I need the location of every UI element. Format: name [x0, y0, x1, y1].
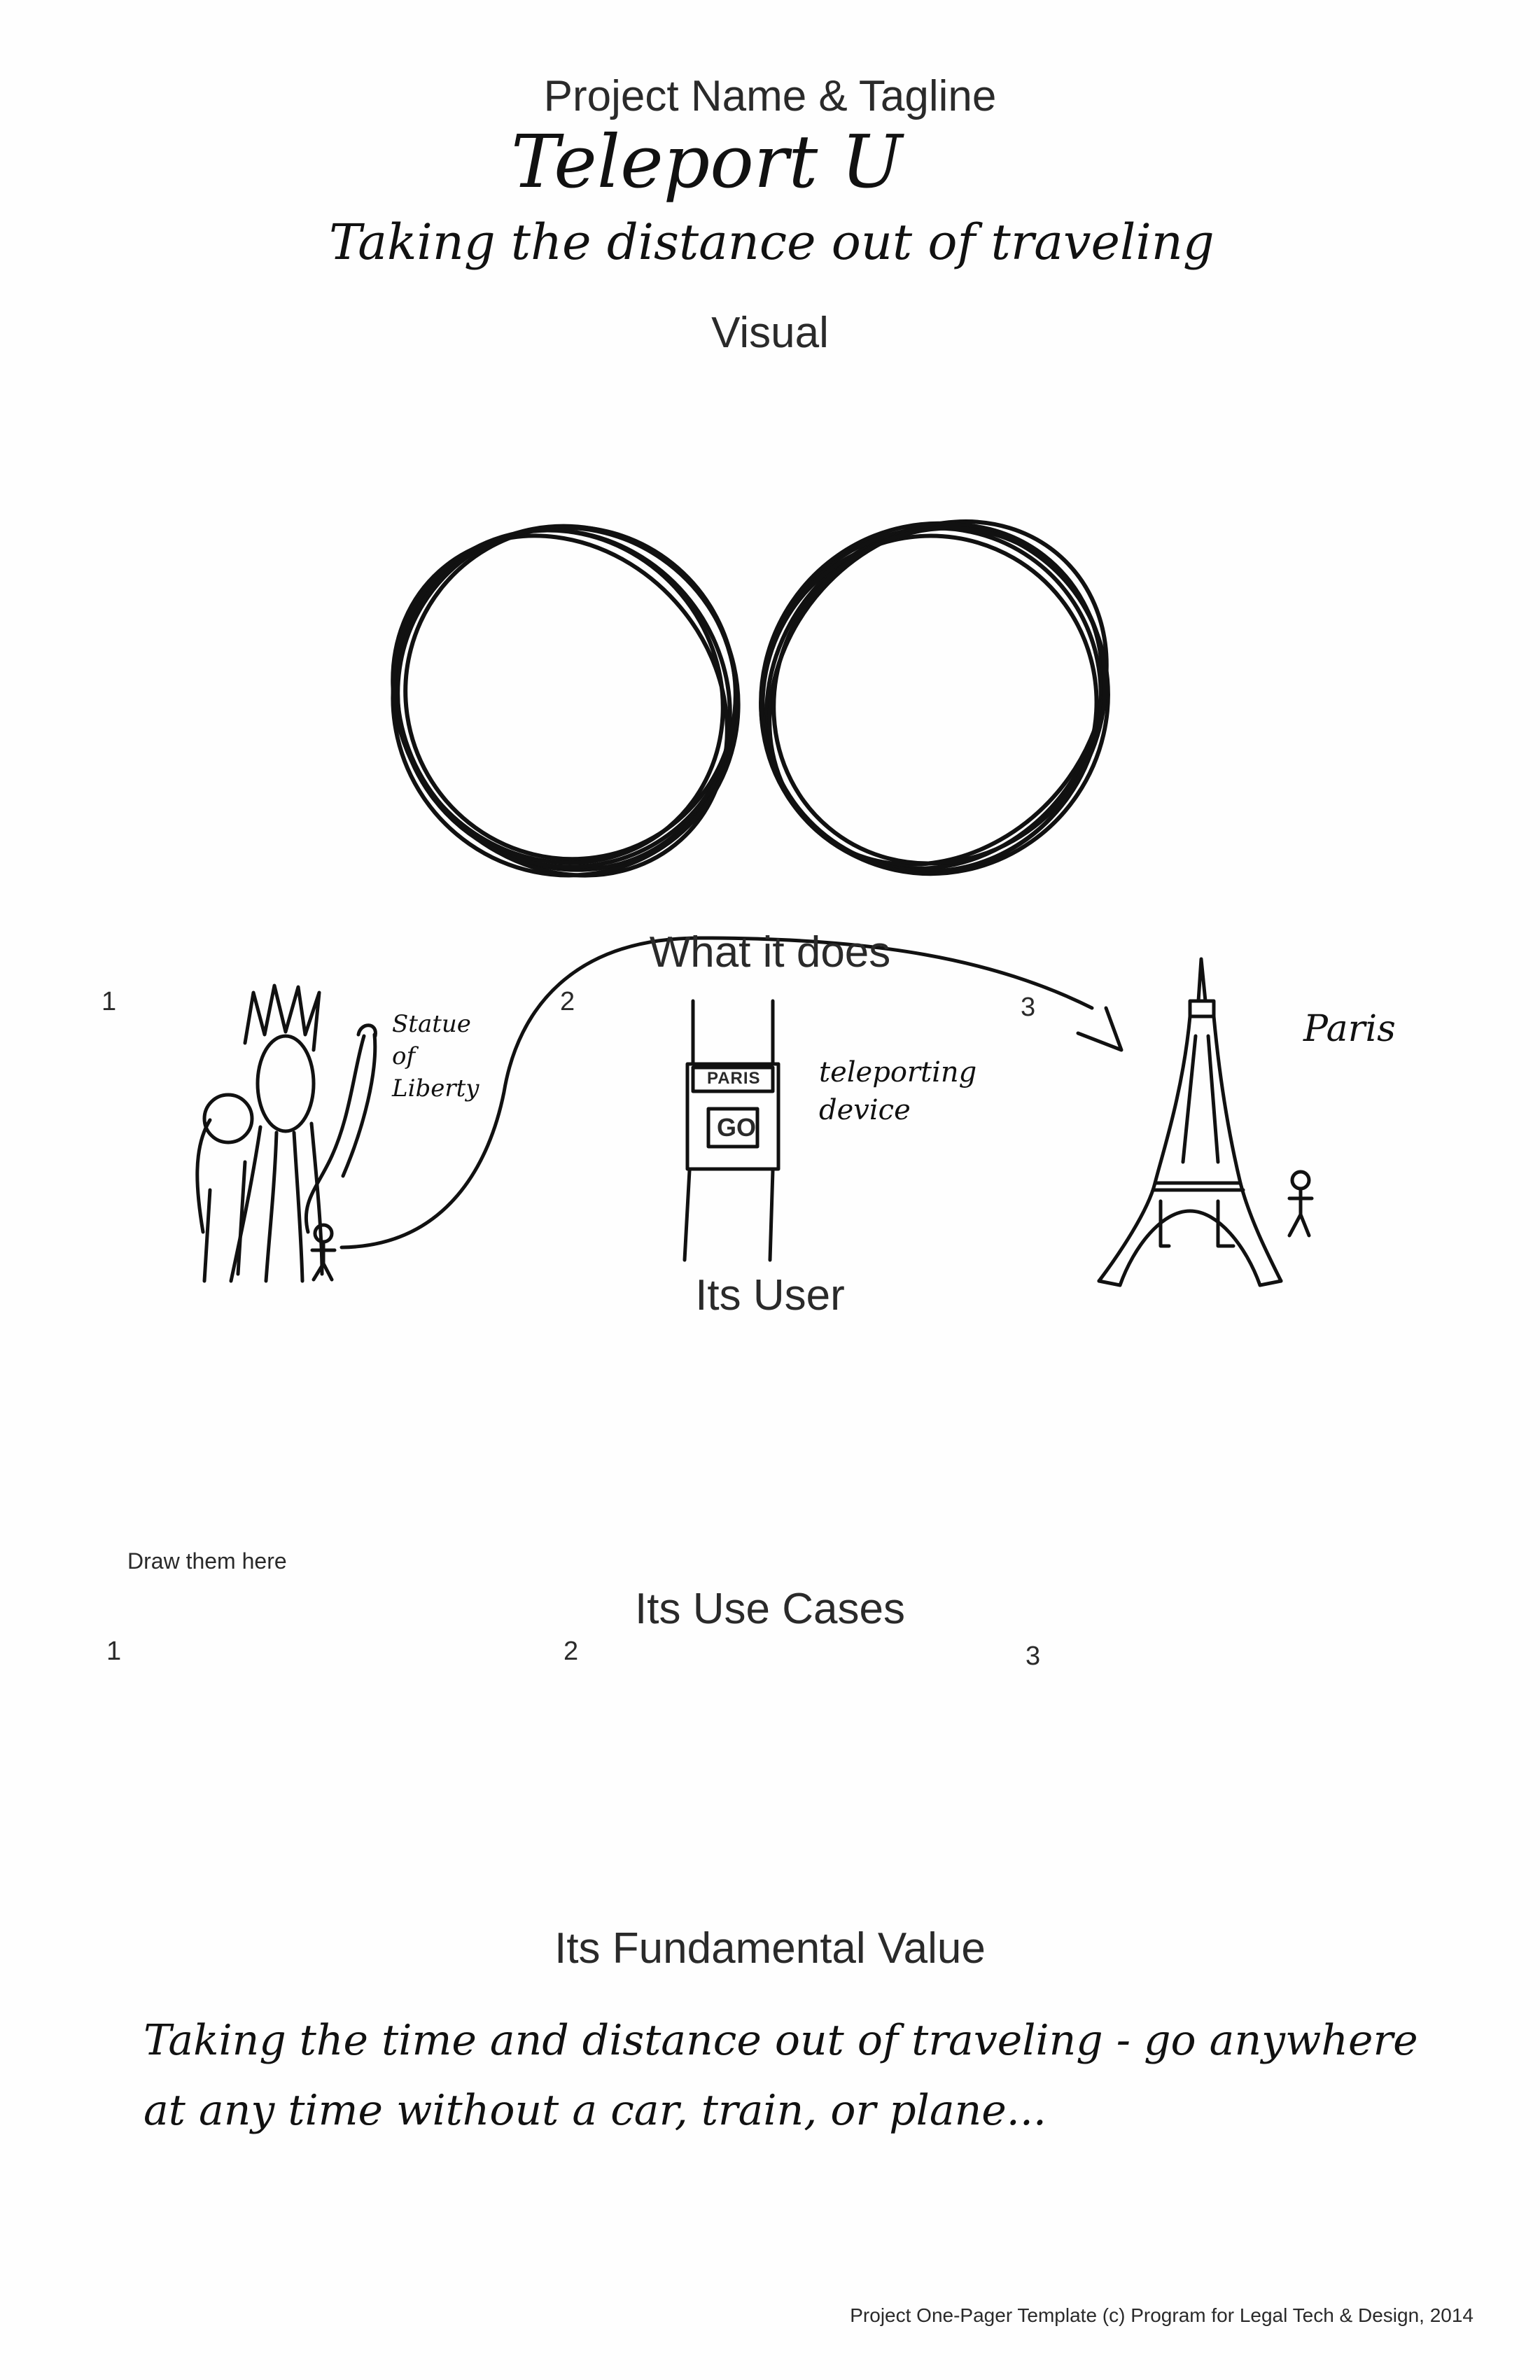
infinity-sketch-icon — [323, 453, 1176, 944]
visual-heading: Visual — [711, 309, 829, 357]
fundamental-value-line-2: at any time without a car, train, or plane... — [144, 2086, 1046, 2135]
eiffel-tower-sketch-icon — [1099, 959, 1312, 1285]
what-it-does-step-3: 3 — [1021, 993, 1036, 1022]
draw-them-here-hint: Draw them here — [127, 1548, 287, 1574]
device-go-button-label: GO — [717, 1113, 757, 1142]
footer-copyright: Project One-Pager Template (c) Program for Legal Tech & Design, 2014 — [850, 2304, 1474, 2326]
device-label: teleporting device — [819, 1056, 977, 1126]
what-it-does-step-2: 2 — [560, 987, 575, 1016]
use-case-step-1: 1 — [106, 1637, 122, 1666]
project-name-heading: Project Name & Tagline — [543, 72, 997, 120]
its-user-heading: Its User — [695, 1271, 845, 1320]
statue-of-liberty-sketch-icon — [197, 986, 376, 1281]
fundamental-value-line-1: Taking the time and distance out of traveling - go anywhere — [144, 2016, 1418, 2065]
project-name: Teleport U — [511, 119, 903, 204]
device-screen-label: PARIS — [707, 1069, 761, 1088]
use-cases-heading: Its Use Cases — [635, 1585, 905, 1633]
use-case-step-2: 2 — [564, 1637, 579, 1666]
what-it-does-heading: What it does — [649, 928, 891, 976]
arrow-head-icon — [1078, 1008, 1121, 1050]
what-it-does-step-1: 1 — [102, 987, 117, 1016]
fundamental-value-heading: Its Fundamental Value — [554, 1924, 986, 1973]
project-tagline: Taking the distance out of traveling — [329, 214, 1214, 271]
paris-label: Paris — [1303, 1008, 1396, 1050]
use-case-step-3: 3 — [1026, 1642, 1041, 1671]
statue-label: Statue of Liberty — [392, 1010, 479, 1102]
